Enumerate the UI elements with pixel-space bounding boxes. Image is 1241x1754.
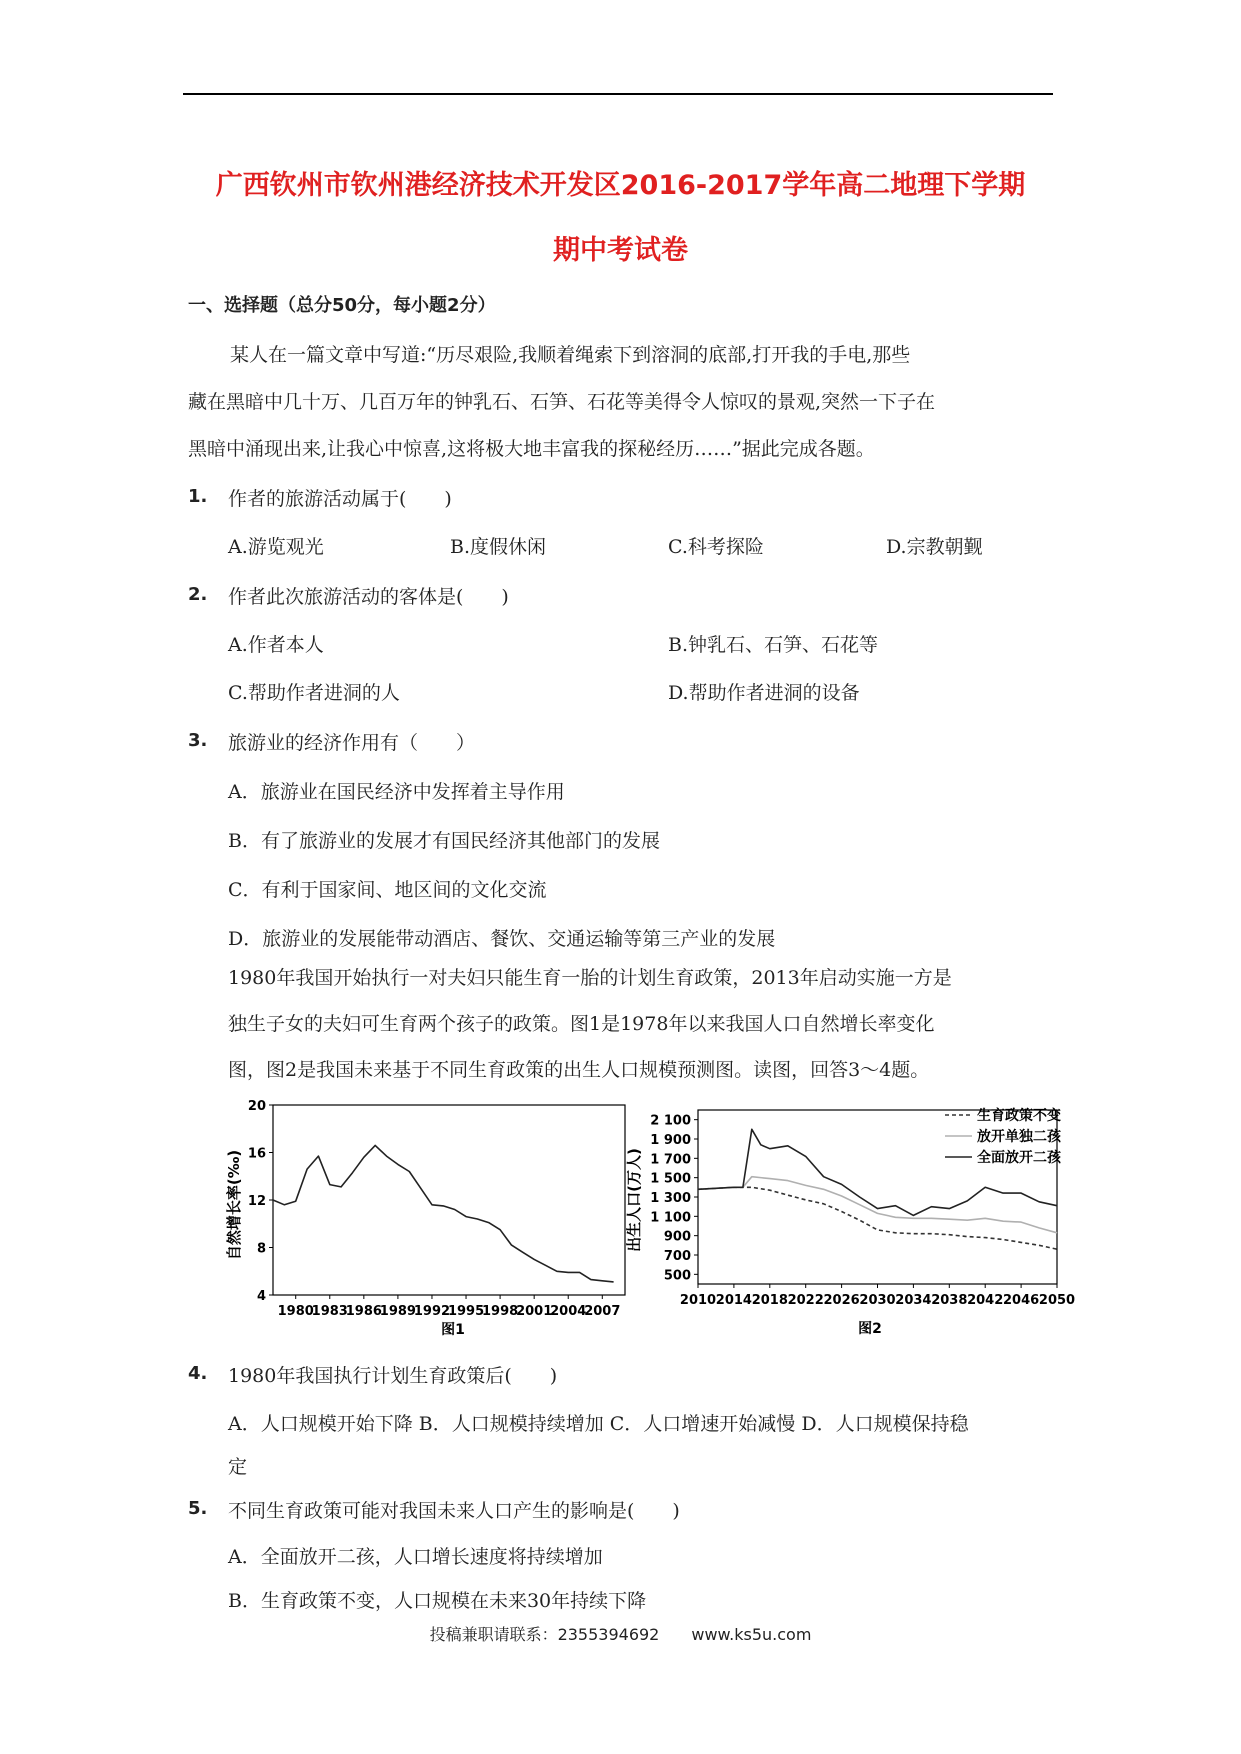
fig2-xtick-label: 2030 bbox=[859, 1293, 896, 1308]
intro2-line3: 图，图2是我国未来基于不同生育政策的出生人口规模预测图。读图，回答3～4题。 bbox=[228, 1059, 930, 1081]
q5-option-a[interactable]: A．全面放开二孩，人口增长速度将持续增加 bbox=[228, 1546, 603, 1568]
q5-option-b[interactable]: B．生育政策不变，人口规模在未来30年持续下降 bbox=[228, 1590, 647, 1612]
fig2-ytick-label: 1 500 bbox=[650, 1171, 691, 1187]
q2-number: 2. bbox=[188, 584, 208, 605]
fig2-xtick-label: 2042 bbox=[967, 1293, 1004, 1308]
fig1-caption: 图1 bbox=[441, 1322, 465, 1338]
fig2-y-axis-label: 出生人口(万人) bbox=[625, 1148, 643, 1252]
fig1-xtick-label: 1989 bbox=[379, 1304, 416, 1319]
fig2-ytick-label: 700 bbox=[663, 1249, 691, 1264]
q5-number: 5. bbox=[188, 1498, 208, 1519]
fig1-xtick-label: 2007 bbox=[584, 1304, 621, 1319]
q3-option-d[interactable]: D．旅游业的发展能带动酒店、餐饮、交通运输等第三产业的发展 bbox=[228, 928, 776, 950]
fig2-series-line-1 bbox=[698, 1177, 1057, 1233]
legend-label-0: 生育政策不变 bbox=[977, 1108, 1061, 1124]
fig2-xtick-label: 2022 bbox=[787, 1293, 824, 1308]
fig2-xtick-label: 2018 bbox=[751, 1293, 788, 1308]
q3-stem: 旅游业的经济作用有（ ） bbox=[228, 732, 476, 754]
fig2-legend bbox=[945, 1107, 1062, 1166]
figure-2-chart bbox=[625, 1100, 1076, 1340]
fig2-ytick-label: 500 bbox=[663, 1268, 691, 1284]
q1-option-d[interactable]: D.宗教朝觐 bbox=[886, 536, 983, 558]
q2-option-d[interactable]: D.帮助作者进洞的设备 bbox=[668, 682, 860, 704]
q4-options-wrap: 定 bbox=[228, 1456, 248, 1478]
q1-number: 1. bbox=[188, 486, 208, 507]
fig1-xtick-label: 1992 bbox=[413, 1304, 451, 1319]
q3-option-b[interactable]: B．有了旅游业的发展才有国民经济其他部门的发展 bbox=[228, 830, 660, 852]
fig2-ytick-label: 1 300 bbox=[650, 1191, 691, 1206]
q4-number: 4. bbox=[188, 1363, 208, 1384]
fig2-ytick-label: 1 900 bbox=[650, 1133, 691, 1148]
fig1-xtick-label: 1986 bbox=[345, 1304, 382, 1319]
fig2-xtick-label: 2050 bbox=[1038, 1293, 1076, 1308]
fig1-xtick-label: 2001 bbox=[516, 1304, 553, 1319]
fig2-xtick-label: 2046 bbox=[1003, 1293, 1040, 1308]
fig2-xtick-label: 2014 bbox=[715, 1293, 752, 1308]
fig2-ytick-label: 1 100 bbox=[650, 1210, 691, 1226]
fig1-ytick-label: 8 bbox=[256, 1241, 266, 1257]
fig2-xtick-label: 2034 bbox=[895, 1293, 932, 1308]
q3-option-a[interactable]: A．旅游业在国民经济中发挥着主导作用 bbox=[228, 781, 565, 803]
q2-option-b[interactable]: B.钟乳石、石笋、石花等 bbox=[668, 634, 879, 656]
fig2-xtick-label: 2038 bbox=[931, 1293, 968, 1308]
fig2-xtick-label: 2026 bbox=[823, 1293, 860, 1308]
fig2-ytick-label: 1 700 bbox=[650, 1152, 691, 1168]
q4-options[interactable]: A．人口规模开始下降 B．人口规模持续增加 C．人口增速开始减慢 D．人口规模保持稳 bbox=[228, 1413, 969, 1435]
fig1-ytick-label: 4 bbox=[256, 1289, 266, 1304]
fig1-plot-frame bbox=[273, 1105, 625, 1295]
fig1-xtick-label: 2004 bbox=[550, 1304, 587, 1319]
header-rule bbox=[183, 93, 1053, 95]
fig1-ytick-label: 12 bbox=[247, 1194, 266, 1209]
q1-option-b[interactable]: B.度假休闲 bbox=[450, 536, 547, 558]
fig1-y-axis-label: 自然增长率(‰) bbox=[225, 1149, 243, 1261]
fig1-ytick-label: 16 bbox=[247, 1146, 266, 1162]
intro2-line2: 独生子女的夫妇可生育两个孩子的政策。图1是1978年以来我国人口自然增长率变化 bbox=[228, 1013, 935, 1035]
fig1-xtick-label: 1983 bbox=[311, 1304, 348, 1319]
intro1-line2: 藏在黑暗中几十万、几百万年的钟乳石、石笋、石花等美得令人惊叹的景观,突然一下子在 bbox=[188, 391, 936, 413]
figure-1-chart bbox=[225, 1090, 635, 1340]
fig2-series-line-0 bbox=[698, 1187, 1057, 1249]
q1-option-c[interactable]: C.科考探险 bbox=[668, 536, 764, 558]
fig2-ytick-label: 900 bbox=[663, 1229, 691, 1245]
page-title-line1: 广西钦州市钦州港经济技术开发区2016-2017学年高二地理下学期 bbox=[215, 170, 1026, 201]
intro1-line1: 某人在一篇文章中写道:“历尽艰险,我顺着绳索下到溶洞的底部,打开我的手电,那些 bbox=[230, 344, 911, 366]
fig1-series-line-0 bbox=[273, 1145, 614, 1282]
fig2-caption: 图2 bbox=[858, 1321, 882, 1337]
q4-stem: 1980年我国执行计划生育政策后( ) bbox=[228, 1365, 558, 1387]
legend-label-2: 全面放开二孩 bbox=[977, 1150, 1061, 1166]
q2-option-c[interactable]: C.帮助作者进洞的人 bbox=[228, 682, 400, 704]
fig1-xtick-label: 1998 bbox=[482, 1304, 519, 1319]
q3-number: 3. bbox=[188, 730, 208, 751]
q1-stem: 作者的旅游活动属于( ) bbox=[228, 488, 452, 510]
intro2-line1: 1980年我国开始执行一对夫妇只能生育一胎的计划生育政策，2013年启动实施一方是 bbox=[228, 967, 952, 989]
q2-option-a[interactable]: A.作者本人 bbox=[228, 634, 324, 656]
q2-stem: 作者此次旅游活动的客体是( ) bbox=[228, 586, 509, 608]
q5-stem: 不同生育政策可能对我国未来人口产生的影响是( ) bbox=[228, 1500, 680, 1522]
page-title-line2: 期中考试卷 bbox=[553, 235, 688, 266]
intro1-line3: 黑暗中涌现出来,让我心中惊喜,这将极大地丰富我的探秘经历……”据此完成各题。 bbox=[188, 438, 875, 460]
fig1-xtick-label: 1995 bbox=[447, 1304, 485, 1319]
fig2-ytick-label: 2 100 bbox=[650, 1113, 691, 1129]
footer-contact: 投稿兼职请联系：2355394692 www.ks5u.com bbox=[429, 1625, 812, 1644]
q3-option-c[interactable]: C．有利于国家间、地区间的文化交流 bbox=[228, 879, 547, 901]
fig1-ytick-label: 20 bbox=[247, 1099, 266, 1114]
section-heading: 一、选择题（总分50分，每小题2分） bbox=[188, 295, 496, 316]
fig1-xtick-label: 1980 bbox=[277, 1304, 314, 1319]
q1-option-a[interactable]: A.游览观光 bbox=[228, 536, 324, 558]
fig2-xtick-label: 2010 bbox=[679, 1293, 717, 1308]
legend-label-1: 放开单独二孩 bbox=[977, 1129, 1061, 1145]
